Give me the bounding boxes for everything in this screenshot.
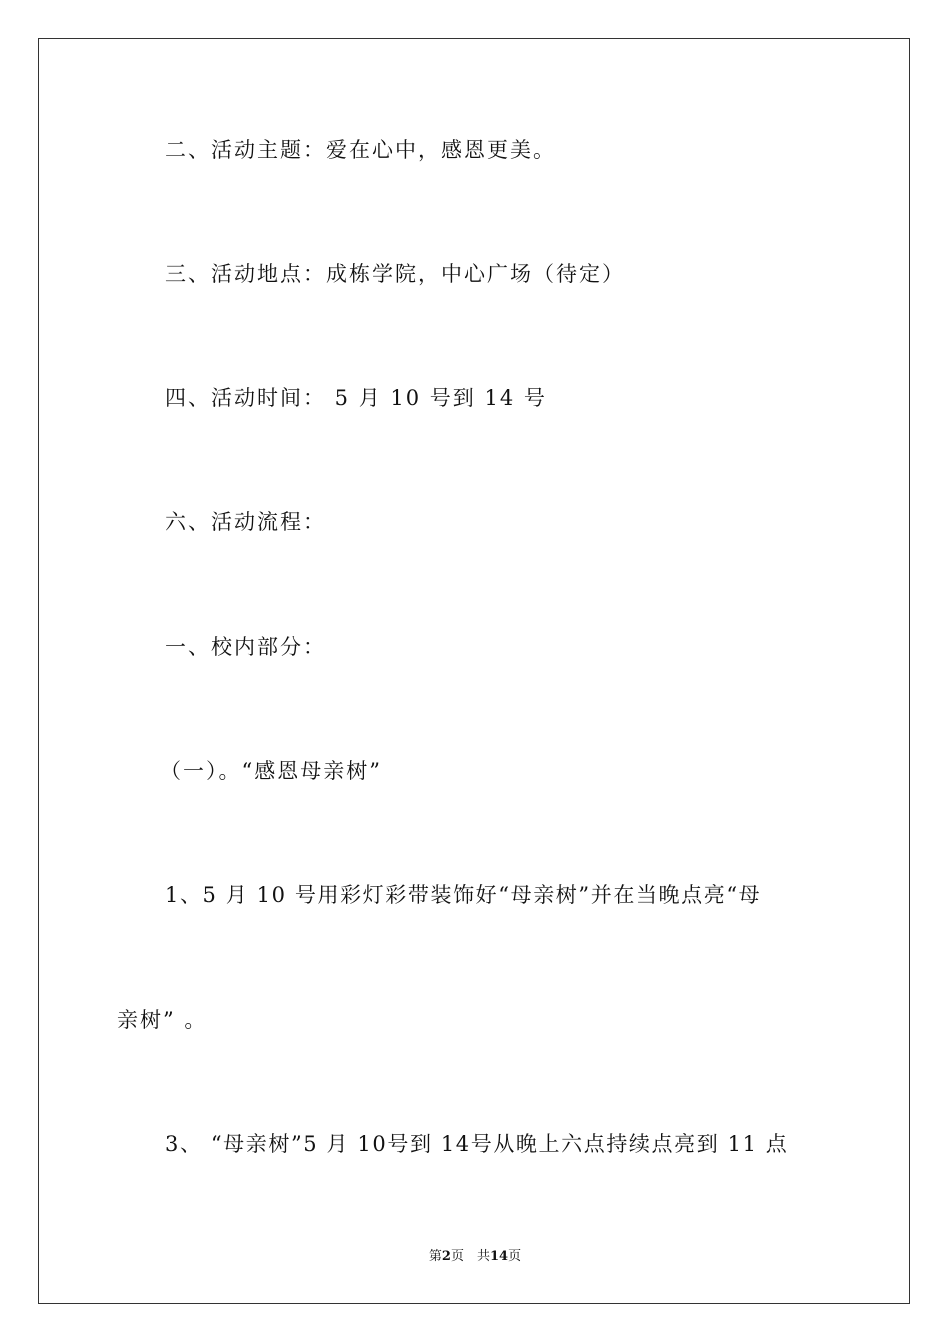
subsection-heading: （一）。“感恩母亲树” — [160, 759, 382, 783]
page-footer — [0, 1248, 950, 1266]
item-1-continuation: 亲树” 。 — [117, 1008, 208, 1032]
page-border — [38, 38, 910, 1304]
process-heading: 六、活动流程： — [165, 510, 326, 534]
item-1-line: 1、5 月 10 号用彩灯彩带装饰好“母亲树”并在当晚点亮“母 — [165, 883, 762, 907]
footer-prefix: 第 — [428, 1249, 442, 1264]
theme-line: 二、活动主题：爱在心中，感恩更美。 — [165, 138, 556, 162]
footer-total-pages: 14 — [489, 1249, 509, 1264]
footer-page-number: 2 — [441, 1249, 451, 1264]
campus-section-heading: 一、校内部分： — [165, 635, 326, 659]
item-3-line: 3、 “母亲树”5 月 10号到 14号从晚上六点持续点亮到 11 点 — [165, 1132, 789, 1156]
location-line: 三、活动地点：成栋学院，中心广场（待定） — [165, 262, 625, 286]
time-line: 四、活动时间： 5 月 10 号到 14 号 — [165, 386, 547, 410]
footer-suffix: 页 — [508, 1249, 522, 1264]
footer-mid: 页 共 — [450, 1249, 490, 1264]
